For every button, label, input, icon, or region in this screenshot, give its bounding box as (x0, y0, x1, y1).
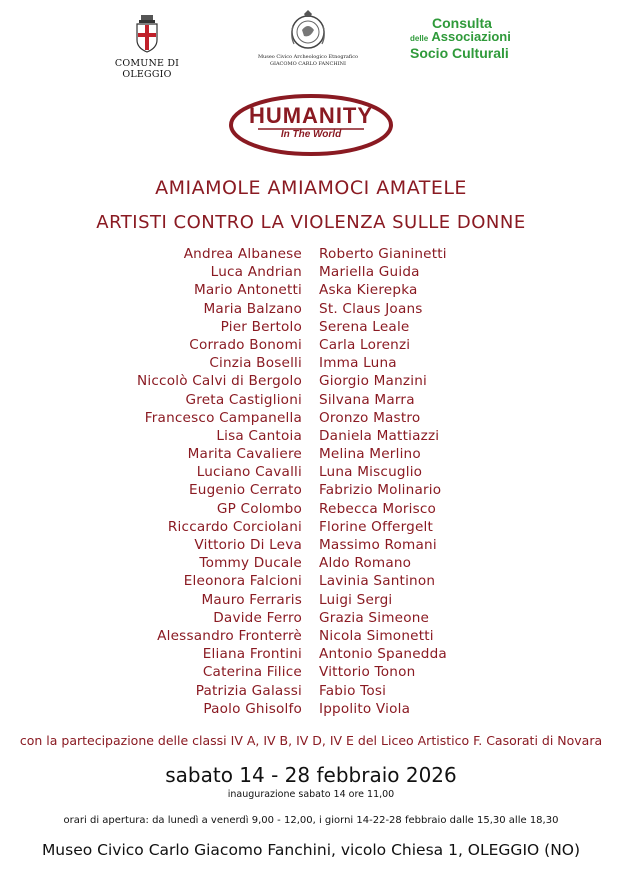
artist-name: Eugenio Cerrato (189, 482, 302, 499)
artist-name: Antonio Spanedda (319, 646, 447, 663)
humanity-title: HUMANITY (248, 103, 374, 128)
header-logos (0, 0, 622, 80)
artist-name: Aska Kierepka (319, 282, 418, 299)
artist-name: Fabio Tosi (319, 682, 387, 699)
artist-name: Vittorio Tonon (319, 664, 416, 681)
inauguration-note: inaugurazione sabato 14 ore 11,00 (227, 789, 395, 800)
artist-name: Niccolò Calvi di Bergolo (137, 373, 302, 390)
artist-name: Grazia Simeone (319, 609, 430, 626)
consulta-logo (410, 16, 530, 60)
humanity-logo (228, 93, 394, 157)
artist-name: Carla Lorenzi (319, 336, 411, 353)
consulta-line-2-main: Associazioni (431, 29, 511, 44)
artist-name: Paolo Ghisolfo (203, 700, 302, 717)
artist-name: Greta Castiglioni (185, 391, 302, 408)
artist-name: Eliana Frontini (202, 646, 302, 663)
artist-name: St. Claus Joans (319, 300, 423, 317)
artist-name: Serena Leale (319, 318, 410, 335)
artist-column-left (60, 245, 302, 718)
main-title: AMIAMOLE AMIAMOCI AMATELE (155, 177, 467, 199)
artist-column-right (319, 245, 579, 718)
consulta-line-1: Consulta (432, 15, 492, 31)
artist-name: Mario Antonetti (193, 282, 302, 299)
artist-name: Marita Cavaliere (187, 446, 302, 463)
artist-name: Massimo Romani (319, 537, 437, 553)
artist-name: Lavinia Santinon (319, 573, 436, 590)
opening-hours: orari di apertura: da lunedì a venerdì 9,00 - 12,00, i giorni 14-22-28 febbraio dalle 15,30 alle 18,30 (63, 815, 559, 826)
sub-title: ARTISTI CONTRO LA VIOLENZA SULLE DONNE (96, 212, 526, 233)
artist-name: Mariella Guida (319, 264, 420, 281)
artist-name: Luca Andrian (210, 264, 302, 281)
humanity-subtitle: In The World (280, 129, 342, 140)
artist-name: Alessandro Fronterrè (157, 627, 302, 644)
artist-name: Vittorio Di Leva (194, 537, 302, 553)
museo-logo (248, 8, 368, 67)
museo-line-2: GIACOMO CARLO FANCHINI (269, 60, 347, 67)
artist-name: Silvana Marra (319, 391, 415, 408)
artist-name: Florine Offergelt (319, 518, 434, 535)
artist-name: Oronzo Mastro (319, 409, 421, 426)
artist-name: Cinzia Boselli (209, 355, 302, 372)
comune-logo (92, 14, 202, 80)
artist-name: Davide Ferro (213, 609, 302, 626)
artist-name: Eleonora Falcioni (183, 573, 302, 590)
artist-name: Luciano Cavalli (196, 464, 302, 481)
artist-name: Mauro Ferraris (201, 591, 302, 608)
participation-note: con la partecipazione delle classi IV A, IV B, IV D, IV E del Liceo Artistico F. Casorati di Novara (19, 733, 603, 748)
artist-name: Caterina Filice (202, 664, 302, 681)
artist-name: Rebecca Morisco (319, 500, 437, 517)
artist-name: GP Colombo (216, 500, 302, 517)
artist-name: Patrizia Galassi (195, 682, 302, 699)
consulta-line-2-small: delle (410, 34, 429, 43)
museo-emblem-icon (286, 8, 330, 54)
venue-address: Museo Civico Carlo Giacomo Fanchini, vicolo Chiesa 1, OLEGGIO (NO) (41, 841, 581, 859)
artist-name: Luna Miscuglio (319, 464, 423, 481)
comune-label: COMUNE DI OLEGGIO (114, 58, 180, 80)
crest-icon (134, 14, 160, 54)
artist-name: Corrado Bonomi (189, 336, 302, 353)
artist-name: Maria Balzano (203, 300, 302, 317)
artist-name: Imma Luna (319, 355, 397, 372)
artist-name: Francesco Campanella (144, 409, 302, 426)
artist-name: Giorgio Manzini (319, 373, 427, 390)
artist-name: Luigi Sergi (319, 591, 393, 608)
consulta-line-3: Socio Culturali (410, 45, 509, 61)
artist-name: Roberto Gianinetti (319, 246, 447, 262)
artist-name: Daniela Mattiazzi (319, 427, 440, 444)
artist-name: Tommy Ducale (199, 555, 302, 572)
artist-name: Ippolito Viola (319, 700, 411, 717)
artist-name: Fabrizio Molinario (319, 482, 442, 499)
artist-name: Pier Bertolo (220, 318, 302, 335)
artist-name: Nicola Simonetti (319, 627, 434, 644)
artist-name: Riccardo Corciolani (167, 518, 302, 535)
museo-line-1: Museo Civico Archeologico Etnografico (257, 54, 359, 60)
consulta-line-2 (410, 30, 530, 46)
event-dates: sabato 14 - 28 febbraio 2026 (165, 763, 457, 787)
artist-name: Aldo Romano (319, 555, 412, 572)
artist-name: Melina Merlino (319, 446, 421, 463)
artist-name: Lisa Cantoia (216, 427, 302, 444)
artist-name: Andrea Albanese (183, 246, 302, 262)
